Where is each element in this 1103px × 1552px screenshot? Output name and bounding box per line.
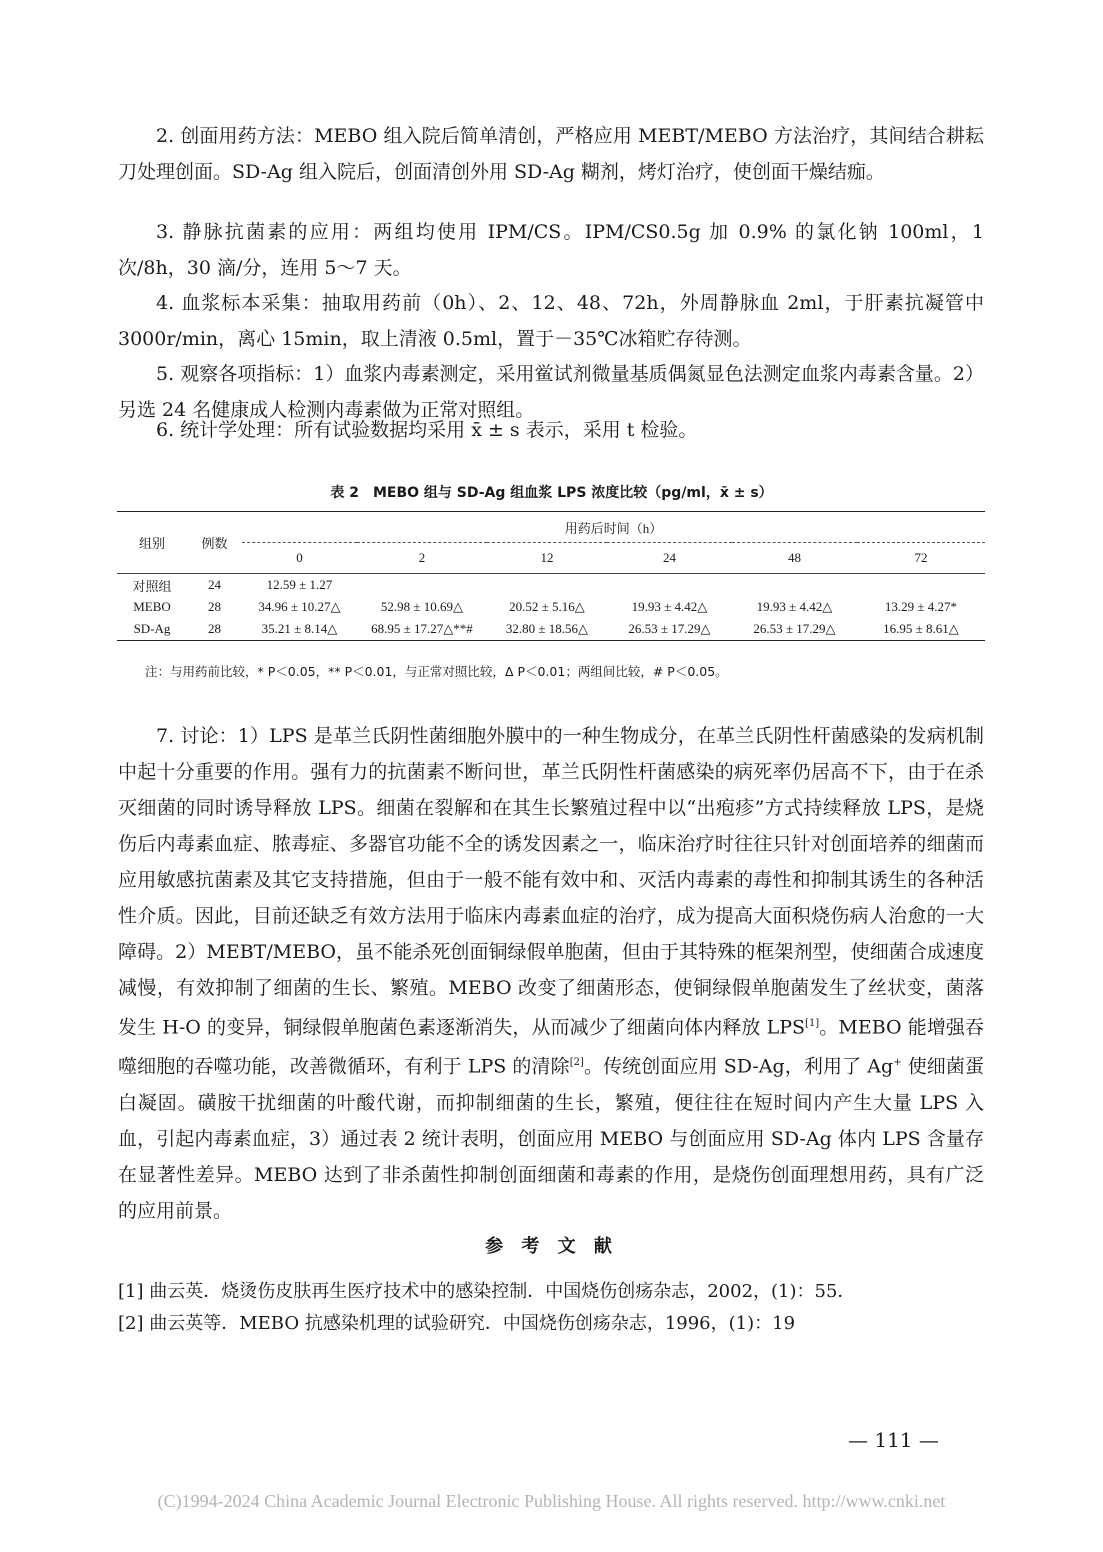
table-cell: 32.80 ± 18.56△ [487,618,607,641]
table-cell: 19.93 ± 4.42△ [756,599,833,614]
discussion-text: 。传统创面应用 SD-Ag，利用了 Ag [583,1055,894,1078]
time-header: 72 [857,543,985,574]
paragraph-statistics: 6. 统计学处理：所有试验数据均采用 x̄ ± s 表示，采用 t 检验。 [156,419,698,441]
table-cell [357,574,487,597]
table-cell: 28 [208,599,221,614]
time-header: 2 [357,543,487,574]
paragraph-discussion [118,718,984,1229]
table-cell: 28 [187,618,242,641]
table-cell: 13.29 ± 4.27* [884,599,958,614]
table-cell: 12.59 ± 1.27 [266,577,333,592]
time-header: 12 [487,543,607,574]
table-row [117,618,985,641]
time-header: 24 [607,543,732,574]
table-row [117,596,985,618]
table-cell: 26.53 ± 17.29△ [732,618,857,641]
discussion-text: 。MEBO 能增强吞噬细胞的吞噬功能，改善微循环，有利于 LPS 的清除 [118,1016,984,1078]
table-cell: 24 [208,577,221,592]
lps-table [117,511,985,641]
table-cell: 19.93 ± 4.42△ [631,599,708,614]
table-cell [487,574,607,597]
column-header-group: 组别 [117,512,187,574]
time-header: 0 [242,543,357,574]
table-row [117,574,985,597]
citation: [2] [569,1057,584,1069]
table-cell: MEBO [133,599,171,614]
paragraph-indicators: 5. 观察各项指标：1）血浆内毒素测定，采用鲎试剂微量基质偶氮显色法测定血浆内毒素含量。2）另选 24 名健康成人检测内毒素做为正常对照组。 [118,363,984,421]
column-header-time: 用药后时间（h） [242,512,985,543]
table-cell: 对照组 [132,578,172,594]
table-cell [732,574,857,597]
table-cell: SD-Ag [117,618,187,641]
table-cell [857,574,985,597]
table-cell: 35.21 ± 8.14△ [242,618,357,641]
column-header-count: 例数 [187,512,242,574]
citation: [1] [805,1018,820,1029]
table-note: 注：与用药前比较，* P＜0.05，** P＜0.01，与正常对照比较，Δ P＜0.01；两组间比较，# P＜0.05。 [145,664,728,679]
table-cell: 20.52 ± 5.16△ [509,599,585,614]
table-cell: 34.96 ± 10.27△ [258,599,341,614]
reference-item: [1] 曲云英．烧烫伤皮肤再生医疗技术中的感染控制．中国烧伤创疡杂志，2002，(1)：55． [118,1281,856,1302]
discussion-text: 7. 讨论：1）LPS 是革兰氏阴性菌细胞外膜中的一种生物成分，在革兰氏阴性杆菌感染的发病机制中起十分重要的作用。强有力的抗菌素不断问世，革兰氏阴性杆菌感染的病死率仍居高不下，由于在杀灭细菌的同时诱导释放 LPS。细菌在裂解和在其生长繁殖过程中以“出疱疹”方式持续释放 LPS，是烧伤后内毒素血症、脓毒症、多器官功能不全的诱发因素之一，临床治疗时往往只针对创面培养的细菌而应用敏感抗菌素及其它支持措施，但由于一般不能有效中和、灭活内毒素的毒性和抑制其诱生的各种活性介质。因此，目前还缺乏有效方法用于临床内毒素血症的治疗，成为提高大面积烧伤病人治愈的一大障碍。2）MEBT/MEBO，虽不能杀死创面铜绿假单胞菌，但由于其特殊的框架剂型，使细菌合成速度减慢，有效抑制了细菌的生长、繁殖。MEBO 改变了细菌形态，使铜绿假单胞菌发生了丝状变，菌落发生 H-O 的变异，铜绿假单胞菌色素逐渐消失，从而减少了细菌向体内释放 LPS [118,725,984,1039]
page-number: — 111 — [848,1428,939,1452]
table-cell: 16.95 ± 8.61△ [857,618,985,641]
table-cell: 52.98 ± 10.69△ [380,599,464,614]
references-title: 参 考 文 献 [485,1236,618,1257]
table-cell: 26.53 ± 17.29△ [607,618,732,641]
paragraph-wound-treatment: 2. 创面用药方法：MEBO 组入院后简单清创，严格应用 MEBT/MEBO 方法治疗，其间结合耕耘刀处理创面。SD-Ag 组入院后，创面清创外用 SD-Ag 糊剂，烤灯治疗，使创面干燥结痂。 [118,125,984,183]
superscript: + [893,1057,902,1069]
discussion-text: 使细菌蛋白凝固。磺胺干扰细菌的叶酸代谢，而抑制细菌的生长，繁殖，便往往在短时间内产生大量 LPS 入血，引起内毒素血症，3）通过表 2 统计表明，创面应用 MEBO 与创面应用 SD-Ag 体内 LPS 含量存在显著性差异。MEBO 达到了非杀菌性抑制创面细菌和毒素的作用，是烧伤创面理想用药，具有广泛的应用前景。 [118,1055,985,1222]
paragraph-plasma-sampling: 4. 血浆标本采集：抽取用药前（0h）、2、12、48、72h，外周静脉血 2ml，于肝素抗凝管中 3000r/min，离心 15min，取上清液 0.5ml，置于－35℃冰箱贮存待测。 [118,292,984,350]
table-cell: 68.95 ± 17.27△**# [357,618,487,641]
copyright-footer: (C)1994-2024 China Academic Journal Electronic Publishing House. All rights reserved. http://www.cnki.net [157,1491,946,1511]
paragraph-antibiotics: 3. 静脉抗菌素的应用：两组均使用 IPM/CS。IPM/CS0.5g 加 0.9% 的氯化钠 100ml，1 次/8h，30 滴/分，连用 5～7 天。 [118,221,984,279]
time-header: 48 [732,543,857,574]
table-caption: 表 2 MEBO 组与 SD-Ag 组血浆 LPS 浓度比较（pg/ml，x̄ ± s） [330,485,773,501]
table-cell [607,574,732,597]
reference-item: [2] 曲云英等．MEBO 抗感染机理的试验研究．中国烧伤创疡杂志，1996，(1)：19 [118,1313,796,1334]
